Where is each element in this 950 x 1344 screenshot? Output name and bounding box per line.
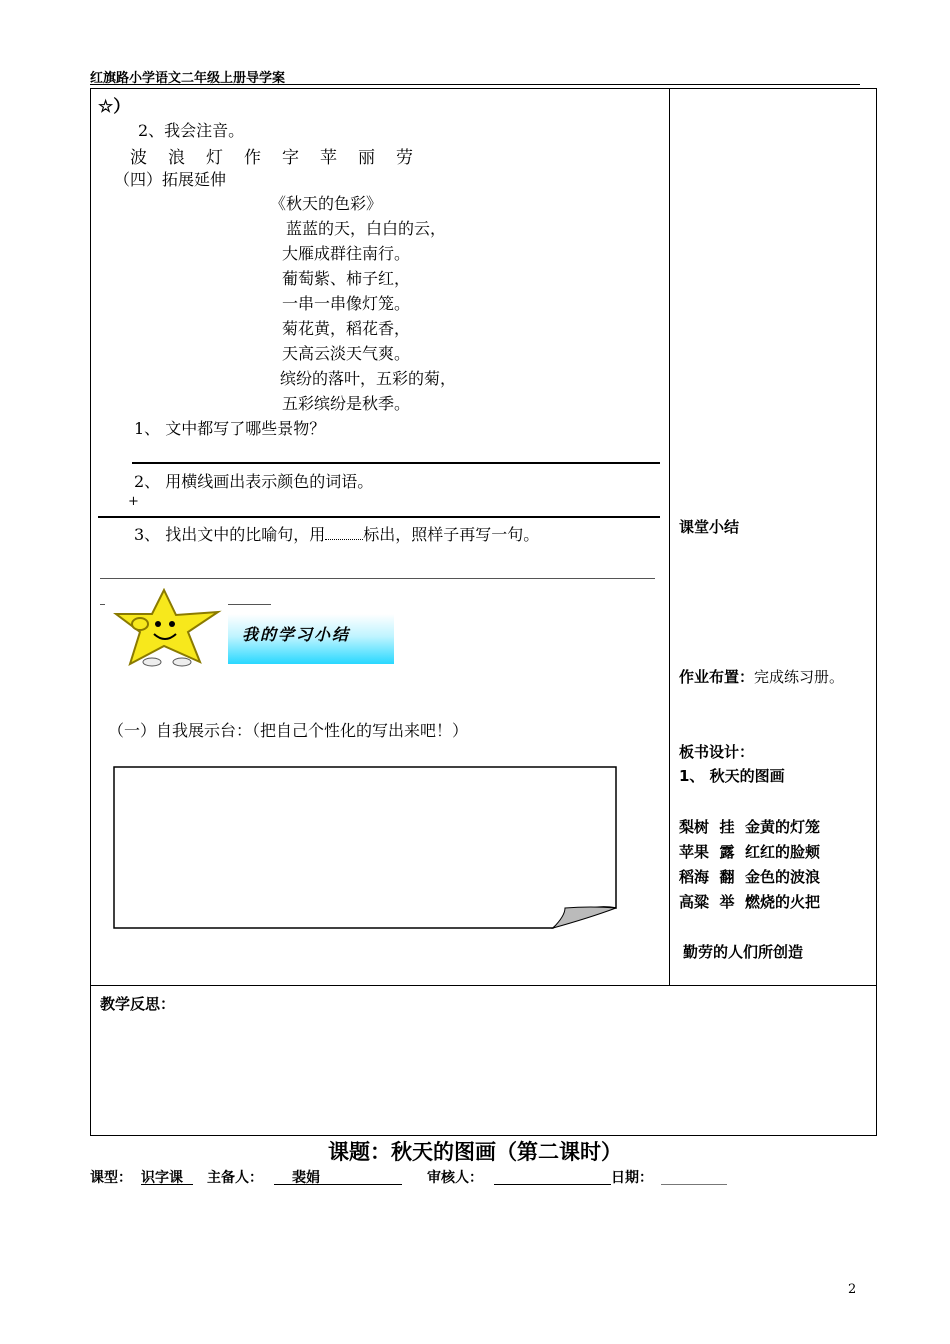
pinyin-char: 劳 xyxy=(396,148,413,168)
question-3-part-b: 标出，照样子再写一句。 xyxy=(363,525,540,544)
answer-line-2 xyxy=(98,516,660,518)
board-verb: 翻 xyxy=(719,868,735,886)
pinyin-char: 作 xyxy=(244,148,261,168)
board-phrase: 燃烧的火把 xyxy=(744,893,820,911)
board-phrase: 金色的波浪 xyxy=(744,868,820,886)
question-3-part-a: 3、 找出文中的比喻句，用 xyxy=(134,525,326,544)
preparer-value: 裴娟 xyxy=(292,1170,320,1186)
board-noun: 苹果 xyxy=(679,843,710,861)
pinyin-prompt: 2、我会注音。 xyxy=(138,121,245,140)
board-design-label: 板书设计： xyxy=(679,743,755,761)
self-show-prompt: （一）自我展示台：（把自己个性化的写出来吧！） xyxy=(108,721,469,740)
question-3 xyxy=(134,522,539,545)
board-line xyxy=(679,816,820,837)
lesson-type-value: 识字课 xyxy=(141,1170,183,1186)
edit-mark: + xyxy=(128,494,139,509)
question-2: 2、 用横线画出表示颜色的词语。 xyxy=(134,472,374,491)
date-label: 日期： xyxy=(611,1170,653,1186)
answer-line-1 xyxy=(132,462,660,464)
teaching-reflection-label: 教学反思： xyxy=(100,995,176,1013)
board-line xyxy=(679,841,820,862)
poem-line: 蓝蓝的天，白白的云， xyxy=(286,219,447,238)
learning-summary-banner xyxy=(106,588,394,670)
pinyin-char-row xyxy=(130,143,434,168)
page-header: 红旗路小学语文二年级上册导学案 xyxy=(90,71,286,86)
board-noun: 高粱 xyxy=(679,893,710,911)
board-line xyxy=(679,891,820,912)
preparer-label: 主备人： xyxy=(207,1170,263,1186)
lesson-title: 课题：秋天的图画（第二课时） xyxy=(328,1140,622,1164)
answer-line-3 xyxy=(100,578,655,579)
board-verb: 举 xyxy=(719,893,735,911)
section-4-title: （四）拓展延伸 xyxy=(114,170,227,189)
poem-line: 菊花黄，稻花香， xyxy=(282,319,411,338)
poem-line: 天高云淡天气爽。 xyxy=(282,344,411,363)
pinyin-char: 浪 xyxy=(168,148,185,168)
date-underline xyxy=(661,1184,727,1185)
homework xyxy=(679,666,844,687)
preparer-underline xyxy=(274,1184,402,1185)
reviewer-label: 审核人： xyxy=(427,1170,483,1186)
reviewer-underline xyxy=(494,1184,611,1185)
board-verb: 挂 xyxy=(719,818,735,836)
board-title: 1、 秋天的图画 xyxy=(679,767,785,785)
pinyin-char: 苹 xyxy=(320,148,337,168)
question-1: 1、 文中都写了哪些景物？ xyxy=(134,419,326,438)
star-line: ☆） xyxy=(98,97,131,117)
poem-line: 一串一串像灯笼。 xyxy=(282,294,411,313)
poem-line: 五彩缤纷是秋季。 xyxy=(282,394,411,413)
homework-label: 作业布置： xyxy=(679,668,755,686)
header-rule xyxy=(90,84,860,85)
homework-value: 完成练习册。 xyxy=(754,668,845,686)
board-noun: 梨树 xyxy=(679,818,710,836)
column-divider xyxy=(669,88,670,985)
board-phrase: 金黄的灯笼 xyxy=(744,818,820,836)
banner-title: 我的学习小结 xyxy=(242,625,351,644)
pinyin-char: 丽 xyxy=(358,148,375,168)
answer-line-3b-start xyxy=(100,604,105,605)
lesson-type-label: 课型： xyxy=(90,1170,132,1186)
answer-note-box xyxy=(113,766,618,930)
poem-line: 葡萄紫、柿子红， xyxy=(282,269,411,288)
lesson-type-underline xyxy=(141,1184,193,1185)
board-noun: 稻海 xyxy=(679,868,710,886)
board-line xyxy=(679,866,820,887)
page-number: 2 xyxy=(848,1282,857,1297)
star-mascot-icon xyxy=(106,588,228,670)
board-verb: 露 xyxy=(719,843,735,861)
wavy-underline-sample xyxy=(325,527,363,540)
poem-title: 《秋天的色彩》 xyxy=(270,194,383,213)
poem-line: 缤纷的落叶，五彩的菊， xyxy=(280,369,457,388)
class-summary-label: 课堂小结 xyxy=(679,518,740,536)
board-phrase: 红红的脸颊 xyxy=(744,843,820,861)
pinyin-char: 灯 xyxy=(206,148,223,168)
row-divider xyxy=(90,985,877,986)
pinyin-char: 字 xyxy=(282,148,299,168)
poem-line: 大雁成群往南行。 xyxy=(282,244,411,263)
pinyin-char: 波 xyxy=(130,148,147,168)
board-footer: 勤劳的人们所创造 xyxy=(683,943,804,961)
